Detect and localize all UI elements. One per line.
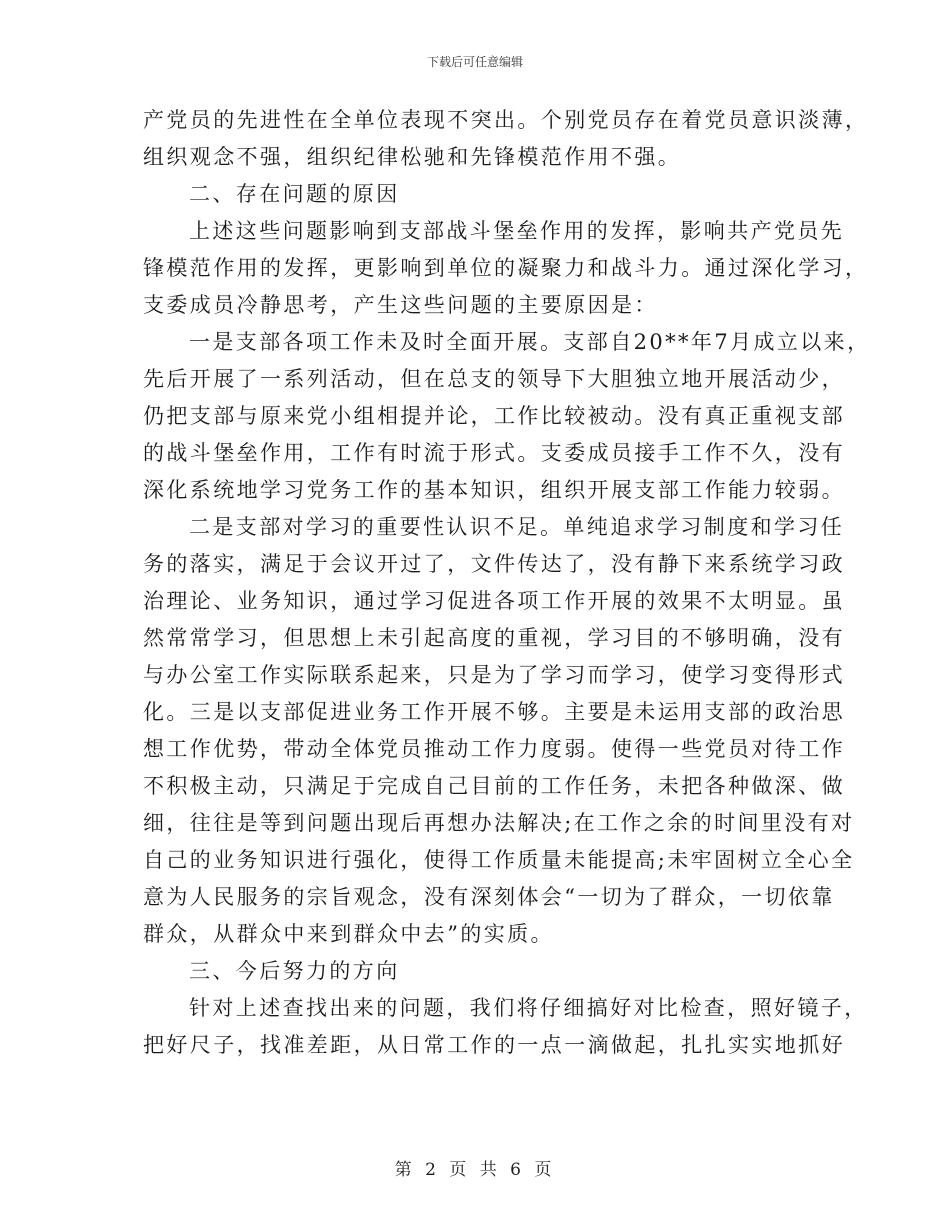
text-line: 锋模范作用的发挥，更影响到单位的凝聚力和战斗力。通过深化学习， [143, 256, 869, 280]
text-line: 不积极主动，只满足于完成自己目前的工作任务，未把各种做深、做 [143, 774, 845, 798]
text-line: 支委成员冷静思考，产生这些问题的主要原因是： [143, 293, 658, 317]
text-line: 二是支部对学习的重要性认识不足。单纯追求学习制度和学习任 [189, 515, 845, 539]
text-line: 先后开展了一系列活动，但在总支的领导下大胆独立地开展活动少， [143, 367, 845, 391]
text-line: 仍把支部与原来党小组相提并论，工作比较被动。没有真正重视支部 [143, 404, 845, 428]
document-body [143, 104, 871, 1066]
text-line: 把好尺子，找准差距，从日常工作的一点一滴做起，扎扎实实地抓好 [143, 1033, 845, 1057]
header-note: 下载后可任意编辑 [426, 55, 523, 69]
text-line: 三、今后努力的方向 [189, 959, 400, 983]
page-number-footer: 第 2 页 共 6 页 [394, 1160, 556, 1180]
text-line: 细，往往是等到问题出现后再想办法解决;在工作之余的时间里没有对 [143, 811, 855, 835]
text-line: 群众，从群众中来到群众中去”的实质。 [143, 922, 554, 946]
text-line: 产党员的先进性在全单位表现不突出。个别党员存在着党员意识淡薄， [143, 108, 869, 132]
text-line: 一是支部各项工作未及时全面开展。支部自20**年7月成立以来， [189, 330, 871, 354]
text-line: 自己的业务知识进行强化，使得工作质量未能提高;未牢固树立全心全 [143, 848, 855, 872]
text-line: 深化系统地学习党务工作的基本知识，组织开展支部工作能力较弱。 [143, 478, 845, 502]
text-line: 组织观念不强，组织纪律松驰和先锋模范作用不强。 [143, 145, 682, 169]
text-line: 想工作优势，带动全体党员推动工作力度弱。使得一些党员对待工作 [143, 737, 845, 761]
text-line: 的战斗堡垒作用，工作有时流于形式。支委成员接手工作不久，没有 [143, 441, 845, 465]
text-line: 然常常学习，但思想上未引起高度的重视，学习目的不够明确，没有 [143, 626, 845, 650]
text-line: 务的落实，满足于会议开过了，文件传达了，没有静下来系统学习政 [143, 552, 845, 576]
text-line: 上述这些问题影响到支部战斗堡垒作用的发挥，影响共产党员先 [189, 219, 845, 243]
text-line: 治理论、业务知识，通过学习促进各项工作开展的效果不太明显。虽 [143, 589, 845, 613]
text-line: 化。三是以支部促进业务工作开展不够。主要是未运用支部的政治思 [143, 700, 845, 724]
text-line: 针对上述查找出来的问题，我们将仔细搞好对比检查，照好镜子， [189, 996, 868, 1020]
text-line: 二、存在问题的原因 [189, 182, 400, 206]
text-line: 与办公室工作实际联系起来，只是为了学习而学习，使学习变得形式 [143, 663, 845, 687]
text-line: 意为人民服务的宗旨观念，没有深刻体会“一切为了群众，一切依靠 [143, 885, 835, 909]
